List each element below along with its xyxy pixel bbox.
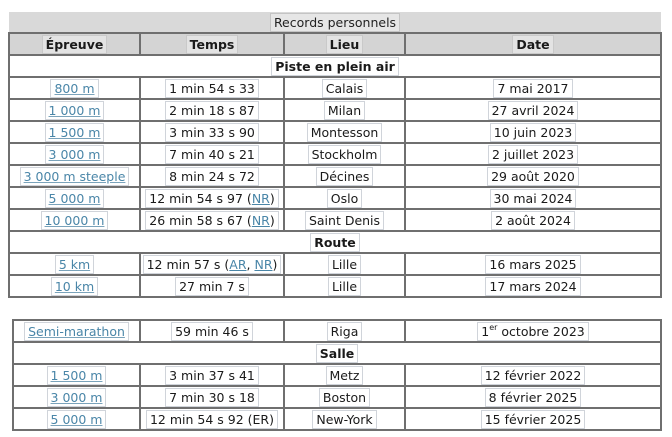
header-lieu: Lieu — [284, 33, 405, 55]
time-cell: 2 min 18 s 87 — [165, 101, 259, 120]
event-link[interactable]: 10 km — [51, 277, 98, 296]
date-cell: 7 mai 2017 — [493, 79, 572, 98]
place-cell: Lille — [328, 255, 361, 274]
section-title: Route — [310, 233, 360, 252]
place-cell: Riga — [327, 322, 363, 341]
table-row — [9, 209, 661, 231]
record-note-link[interactable]: AR — [229, 256, 247, 272]
time-cell: 8 min 24 s 72 — [165, 167, 259, 186]
header-date: Date — [405, 33, 661, 55]
event-link[interactable]: 1 500 m — [47, 366, 107, 385]
table-row — [13, 364, 661, 386]
date-cell: 2 août 2024 — [491, 211, 575, 230]
table-row — [13, 320, 661, 342]
place-cell: Décines — [316, 167, 374, 186]
date-cell: 30 mai 2024 — [490, 189, 577, 208]
table-row — [9, 187, 661, 209]
section-piste-rows — [9, 77, 661, 231]
time-cell: 12 min 54 s 92 (ER) — [146, 410, 278, 429]
event-link[interactable]: 3 000 m — [45, 145, 105, 164]
section-salle-rows — [13, 364, 661, 430]
event-link[interactable]: 3 000 m steeple — [20, 167, 130, 186]
table-row — [9, 165, 661, 187]
table-row — [9, 77, 661, 99]
date-cell: 29 août 2020 — [487, 167, 579, 186]
date-cell: 15 février 2025 — [481, 410, 586, 429]
event-link[interactable]: Semi-marathon — [24, 322, 129, 341]
records-table-continued — [12, 319, 662, 431]
table-row — [13, 408, 661, 430]
place-cell: Lille — [328, 277, 361, 296]
table-caption: Records personnels — [270, 13, 400, 32]
section-route-rows — [9, 253, 661, 297]
event-link[interactable]: 1 500 m — [45, 123, 105, 142]
date-cell: 17 mars 2024 — [485, 277, 580, 296]
date-cell: 16 mars 2025 — [485, 255, 580, 274]
date-cell: 1er octobre 2023 — [477, 322, 589, 341]
time-cell: 59 min 46 s — [171, 322, 253, 341]
time-cell: 12 min 54 s 97 (NR) — [145, 189, 279, 208]
place-cell: Metz — [326, 366, 364, 385]
event-link[interactable]: 800 m — [50, 79, 98, 98]
place-cell: Stockholm — [308, 145, 382, 164]
date-cell: 10 juin 2023 — [490, 123, 576, 142]
event-link[interactable]: 3 000 m — [47, 388, 107, 407]
place-cell: Milan — [324, 101, 365, 120]
event-link[interactable]: 10 000 m — [41, 211, 109, 230]
record-note-link[interactable]: NR — [254, 256, 273, 272]
time-cell: 27 min 7 s — [175, 277, 249, 296]
records-table — [8, 12, 662, 298]
section-row-piste — [9, 55, 661, 77]
record-note-link[interactable]: NR — [251, 190, 270, 206]
table-row — [9, 275, 661, 297]
place-cell: Saint Denis — [305, 211, 384, 230]
section-title: Salle — [316, 344, 359, 363]
table-row — [9, 121, 661, 143]
date-cell: 27 avril 2024 — [488, 101, 579, 120]
date-cell: 12 février 2022 — [481, 366, 586, 385]
place-cell: Montesson — [307, 123, 383, 142]
event-link[interactable]: 5 km — [55, 255, 94, 274]
table-row — [9, 253, 661, 275]
place-cell: Boston — [319, 388, 370, 407]
time-cell: 3 min 33 s 90 — [165, 123, 259, 142]
caption-row — [9, 12, 661, 33]
section-title: Piste en plein air — [271, 57, 399, 76]
section-row-salle — [13, 342, 661, 364]
time-cell: 12 min 57 s (AR, NR) — [143, 255, 282, 274]
table-row — [9, 99, 661, 121]
event-link[interactable]: 1 000 m — [45, 101, 105, 120]
section-row-route — [9, 231, 661, 253]
date-cell: 2 juillet 2023 — [488, 145, 578, 164]
record-note-link[interactable]: NR — [251, 212, 270, 228]
time-cell: 7 min 40 s 21 — [165, 145, 259, 164]
time-cell: 3 min 37 s 41 — [165, 366, 259, 385]
event-link[interactable]: 5 000 m — [45, 189, 105, 208]
table-row — [9, 143, 661, 165]
time-cell: 1 min 54 s 33 — [165, 79, 259, 98]
header-temps: Temps — [140, 33, 284, 55]
place-cell: Calais — [322, 79, 368, 98]
table-row — [13, 386, 661, 408]
time-cell: 7 min 30 s 18 — [165, 388, 259, 407]
event-link[interactable]: 5 000 m — [47, 410, 107, 429]
header-row — [9, 33, 661, 55]
place-cell: New-York — [312, 410, 376, 429]
place-cell: Oslo — [327, 189, 362, 208]
header-epreuve: Épreuve — [9, 33, 140, 55]
time-cell: 26 min 58 s 67 (NR) — [145, 211, 279, 230]
date-cell: 8 février 2025 — [485, 388, 582, 407]
